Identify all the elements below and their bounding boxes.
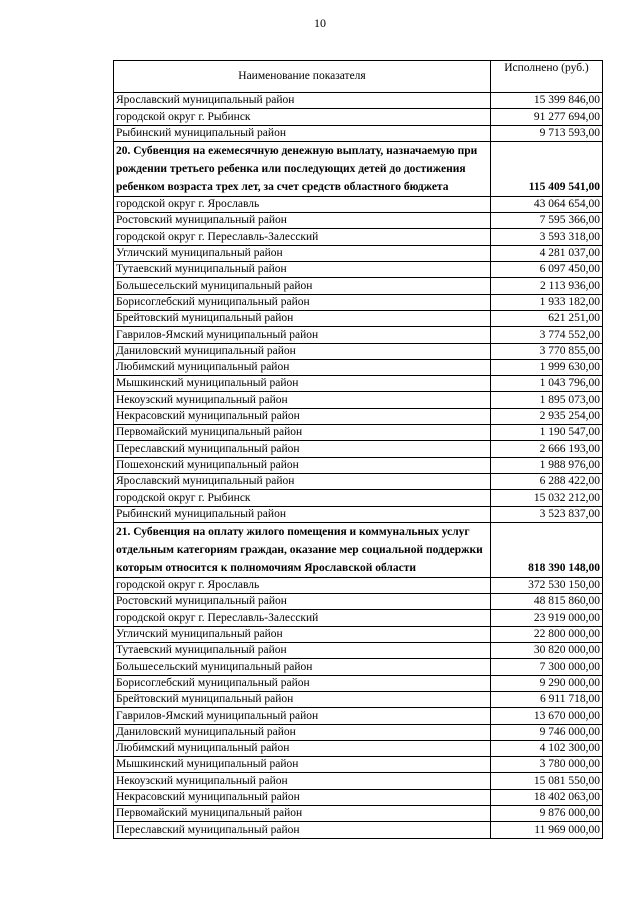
- row-name: Пошехонский муниципальный район: [114, 457, 491, 473]
- row-name: Некрасовский муниципальный район: [114, 789, 491, 805]
- row-name: Ярославский муниципальный район: [114, 93, 491, 109]
- row-value: 13 670 000,00: [491, 708, 603, 724]
- row-value: 6 288 422,00: [491, 473, 603, 489]
- row-name: Брейтовский муниципальный район: [114, 691, 491, 707]
- table-row: [114, 278, 603, 294]
- table-row: [114, 506, 603, 522]
- table-row: [114, 196, 603, 212]
- section-row: [114, 141, 603, 196]
- table-header-row: [114, 61, 603, 93]
- row-value: 7 595 366,00: [491, 213, 603, 229]
- table-row: [114, 691, 603, 707]
- row-name: Мышкинский муниципальный район: [114, 757, 491, 773]
- table-row: [114, 789, 603, 805]
- row-name: Ростовский муниципальный район: [114, 213, 491, 229]
- row-name: Гаврилов-Ямский муниципальный район: [114, 327, 491, 343]
- table-row: [114, 773, 603, 789]
- row-value: 30 820 000,00: [491, 643, 603, 659]
- row-name: Тутаевский муниципальный район: [114, 262, 491, 278]
- section-title: 20. Субвенция на ежемесячную денежную выплату, назначаемую при рождении третьего ребенка или последующих детей до достижения ребенком возраста трех лет, за счет средств областного бюджета: [114, 141, 491, 196]
- row-name: Брейтовский муниципальный район: [114, 310, 491, 326]
- row-name: городской округ г. Ярославль: [114, 577, 491, 593]
- row-value: 6 911 718,00: [491, 691, 603, 707]
- row-name: Переславский муниципальный район: [114, 822, 491, 838]
- row-value: 2 666 193,00: [491, 441, 603, 457]
- table-row: [114, 343, 603, 359]
- table-row: [114, 425, 603, 441]
- row-name: Некрасовский муниципальный район: [114, 408, 491, 424]
- row-value: 3 593 318,00: [491, 229, 603, 245]
- row-name: Даниловский муниципальный район: [114, 343, 491, 359]
- table-row: [114, 757, 603, 773]
- table-row: [114, 643, 603, 659]
- column-header-name: Наименование показателя: [114, 61, 491, 93]
- table-row: [114, 708, 603, 724]
- table-row: [114, 805, 603, 821]
- row-value: 3 523 837,00: [491, 506, 603, 522]
- section-total: 818 390 148,00: [491, 522, 603, 577]
- row-name: городской округ г. Переславль-Залесский: [114, 610, 491, 626]
- row-name: городской округ г. Переславль-Залесский: [114, 229, 491, 245]
- row-name: Ростовский муниципальный район: [114, 594, 491, 610]
- row-value: 3 774 552,00: [491, 327, 603, 343]
- table-row: [114, 626, 603, 642]
- row-value: 15 032 212,00: [491, 490, 603, 506]
- row-value: 18 402 063,00: [491, 789, 603, 805]
- row-value: 1 933 182,00: [491, 294, 603, 310]
- row-name: Тутаевский муниципальный район: [114, 643, 491, 659]
- section-total: 115 409 541,00: [491, 141, 603, 196]
- table-row: [114, 229, 603, 245]
- section-title: 21. Субвенция на оплату жилого помещения и коммунальных услуг отдельным категориям граждан, оказание мер социальной поддержки которым относится к полномочиям Ярославской области: [114, 522, 491, 577]
- table-body: [114, 93, 603, 839]
- table-row: [114, 310, 603, 326]
- row-value: 4 281 037,00: [491, 245, 603, 261]
- row-name: Борисоглебский муниципальный район: [114, 294, 491, 310]
- row-value: 372 530 150,00: [491, 577, 603, 593]
- row-name: городской округ г. Рыбинск: [114, 490, 491, 506]
- table-row: [114, 213, 603, 229]
- table-row: [114, 675, 603, 691]
- table-row: [114, 594, 603, 610]
- row-value: 2 113 936,00: [491, 278, 603, 294]
- row-value: 9 876 000,00: [491, 805, 603, 821]
- row-name: Большесельский муниципальный район: [114, 278, 491, 294]
- row-value: 3 770 855,00: [491, 343, 603, 359]
- row-name: Первомайский муниципальный район: [114, 805, 491, 821]
- row-name: городской округ г. Ярославль: [114, 196, 491, 212]
- table-row: [114, 473, 603, 489]
- row-value: 11 969 000,00: [491, 822, 603, 838]
- table-row: [114, 457, 603, 473]
- table-row: [114, 441, 603, 457]
- table-row: [114, 408, 603, 424]
- table-row: [114, 822, 603, 838]
- row-value: 2 935 254,00: [491, 408, 603, 424]
- row-name: Любимский муниципальный район: [114, 359, 491, 375]
- table-row: [114, 262, 603, 278]
- row-value: 9 290 000,00: [491, 675, 603, 691]
- row-name: Гаврилов-Ямский муниципальный район: [114, 708, 491, 724]
- row-name: Некоузский муниципальный район: [114, 392, 491, 408]
- page-number: 10: [314, 16, 326, 30]
- table-row: [114, 659, 603, 675]
- row-name: Любимский муниципальный район: [114, 740, 491, 756]
- table-row: [114, 577, 603, 593]
- table-row: [114, 93, 603, 109]
- row-name: Переславский муниципальный район: [114, 441, 491, 457]
- row-value: 3 780 000,00: [491, 757, 603, 773]
- row-value: 48 815 860,00: [491, 594, 603, 610]
- table-row: [114, 392, 603, 408]
- budget-table: [113, 60, 603, 839]
- table-row: [114, 109, 603, 125]
- row-name: Рыбинский муниципальный район: [114, 125, 491, 141]
- section-row: [114, 522, 603, 577]
- row-value: 91 277 694,00: [491, 109, 603, 125]
- table-row: [114, 359, 603, 375]
- row-name: Угличский муниципальный район: [114, 245, 491, 261]
- column-header-value: Исполнено (руб.): [491, 61, 603, 93]
- table-row: [114, 125, 603, 141]
- row-value: 4 102 300,00: [491, 740, 603, 756]
- row-value: 9 713 593,00: [491, 125, 603, 141]
- row-value: 1 895 073,00: [491, 392, 603, 408]
- row-value: 7 300 000,00: [491, 659, 603, 675]
- table-row: [114, 376, 603, 392]
- row-name: Рыбинский муниципальный район: [114, 506, 491, 522]
- row-value: 15 081 550,00: [491, 773, 603, 789]
- row-name: Большесельский муниципальный район: [114, 659, 491, 675]
- table-row: [114, 294, 603, 310]
- row-value: 15 399 846,00: [491, 93, 603, 109]
- row-name: Некоузский муниципальный район: [114, 773, 491, 789]
- table-row: [114, 327, 603, 343]
- row-value: 1 190 547,00: [491, 425, 603, 441]
- row-value: 1 999 630,00: [491, 359, 603, 375]
- row-value: 1 043 796,00: [491, 376, 603, 392]
- table-row: [114, 610, 603, 626]
- row-name: Угличский муниципальный район: [114, 626, 491, 642]
- row-name: Даниловский муниципальный район: [114, 724, 491, 740]
- row-name: Ярославский муниципальный район: [114, 473, 491, 489]
- table-row: [114, 740, 603, 756]
- row-value: 621 251,00: [491, 310, 603, 326]
- table-row: [114, 490, 603, 506]
- row-value: 9 746 000,00: [491, 724, 603, 740]
- row-name: Мышкинский муниципальный район: [114, 376, 491, 392]
- row-value: 22 800 000,00: [491, 626, 603, 642]
- row-value: 6 097 450,00: [491, 262, 603, 278]
- table-row: [114, 724, 603, 740]
- row-name: городской округ г. Рыбинск: [114, 109, 491, 125]
- row-value: 43 064 654,00: [491, 196, 603, 212]
- row-name: Первомайский муниципальный район: [114, 425, 491, 441]
- row-value: 1 988 976,00: [491, 457, 603, 473]
- table-row: [114, 245, 603, 261]
- row-value: 23 919 000,00: [491, 610, 603, 626]
- row-name: Борисоглебский муниципальный район: [114, 675, 491, 691]
